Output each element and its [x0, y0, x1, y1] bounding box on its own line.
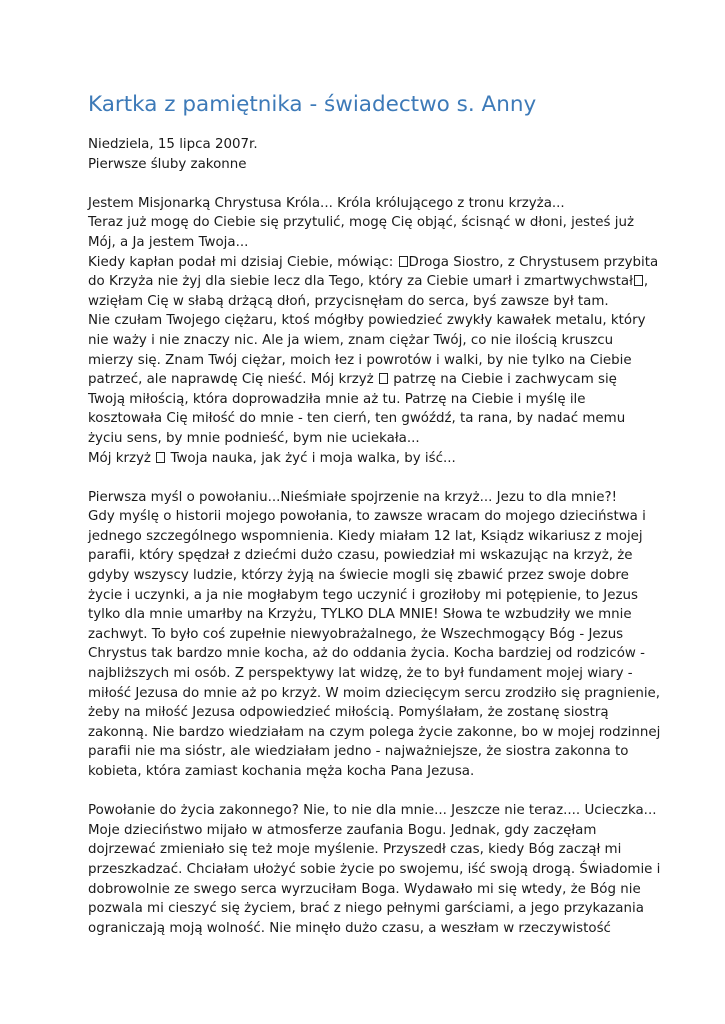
text-line: wzięłam Cię w słabą drżącą dłoń, przycisnęłam do serca, byś zawsze był tam. [88, 293, 609, 309]
text-line: żeby na miłość Jezusa odpowiedzieć miłością. Pomyślałam, że zostanę siostrą [88, 705, 609, 721]
missing-glyph-box [156, 452, 165, 463]
document-meta [88, 135, 648, 174]
text-line: Mój krzyż Twoja nauka, jak żyć i moja walka, by iść... [88, 450, 456, 466]
text-line: nie waży i nie znaczy nic. Ale ja wiem, znam ciężar Twój, co nie ilością kruszcu [88, 332, 614, 348]
text-line: kosztowała Cię miłość do mnie - ten cierń, ten gwóźdź, ta rana, by nadać memu [88, 411, 626, 427]
text-line: Gdy myślę o historii mojego powołania, to zawsze wracam do mojego dzieciństwa i [88, 509, 646, 525]
text-line: przeszkadzać. Chciałam ułożyć sobie życie po swojemu, iść swoją drogą. Świadomie i [88, 861, 661, 877]
text-line: zachwyt. To było coś zupełnie niewyobrażalnego, że Wszechmogący Bóg - Jezus [88, 626, 624, 642]
text-line: gdyby wszyscy ludzie, którzy żyją na świecie mogli się zbawić przez swoje dobre [88, 568, 629, 584]
text-line: kobieta, która zamiast kochania męża kocha Pana Jezusa. [88, 764, 475, 779]
text-line: Powołanie do życia zakonnego? Nie, to nie dla mnie... Jeszcze nie teraz.... Ucieczka... [88, 803, 657, 819]
text-line: jednego szczególnego wspomnienia. Kiedy miałam 12 lat, Ksiądz wikariusz z mojej [88, 528, 643, 544]
text-line: Mój, a Ja jestem Twoja... [88, 234, 249, 250]
text-line: tylko dla mnie umarłby na Krzyżu, TYLKO DLA MNIE! Słowa te wzbudziły we mnie [88, 607, 632, 623]
text-line: życiu sens, by mnie podnieść, bym nie uciekała... [88, 430, 420, 446]
text-line: do Krzyża nie żyj dla siebie lecz dla Tego, który za Ciebie umarł i zmartwychwstał , [88, 274, 649, 290]
text-line: Jestem Misjonarką Chrystusa Króla... Króla królującego z tronu krzyża... [88, 195, 565, 211]
text-line: najbliższych mi osób. Z perspektywy lat widzę, że to był fundament mojej wiary - [88, 666, 633, 682]
text-line: Chrystus tak bardzo mnie kocha, aż do oddania życia. Kocha bardziej od rodziców - [88, 646, 645, 662]
text-line: pozwala mi cieszyć się życiem, brać z niego pełnymi garściami, a jego przykazania [88, 901, 644, 917]
text-line: Nie czułam Twojego ciężaru, ktoś mógłby powiedzieć zwykły kawałek metalu, który [88, 313, 646, 329]
text-line: Twoją miłością, która doprowadziła mnie aż tu. Patrzę na Ciebie i myślę ile [88, 391, 586, 407]
document-title: Kartka z pamiętnika - świadectwo s. Anny [88, 92, 537, 117]
text-line: ograniczają moją wolność. Nie minęło dużo czasu, a weszłam w rzeczywistość [88, 920, 611, 936]
text-line: życie i uczynki, a ja nie mogłabym tego uczynić i groziłoby mi potępienie, to Jezus [88, 587, 638, 603]
missing-glyph-box [634, 275, 643, 286]
paragraph-first-vocation-thought [88, 488, 661, 782]
missing-glyph-box [399, 256, 408, 267]
text-line: Pierwsza myśl o powołaniu...Nieśmiałe spojrzenie na krzyż... Jezu to dla mnie?! [88, 489, 617, 505]
paragraph-profession [88, 194, 659, 468]
date-line: Niedziela, 15 lipca 2007r. [88, 137, 258, 152]
text-line: parafii, który spędzał z dziećmi dużo czasu, powiedział mi wskazując na krzyż, że [88, 548, 633, 564]
missing-glyph-box [379, 373, 388, 384]
text-line: patrzeć, ale naprawdę Cię nieść. Mój krzyż patrzę na Ciebie i zachwycam się [88, 372, 617, 388]
text-line: Kiedy kapłan podał mi dzisiaj Ciebie, mówiąc: Droga Siostro, z Chrystusem przybita [88, 254, 659, 270]
text-line: zakonną. Nie bardzo wiedziałam na czym polega życie zakonne, bo w mojej rodzinnej [88, 724, 661, 740]
text-line: Moje dzieciństwo mijało w atmosferze zaufania Bogu. Jednak, gdy zaczęłam [88, 822, 597, 838]
text-line: dojrzewać zmieniało się też moje myślenie. Przyszedł czas, kiedy Bóg zaczął mi [88, 842, 622, 858]
document-page [88, 90, 661, 958]
paragraph-escape [88, 801, 661, 938]
occasion-line: Pierwsze śluby zakonne [88, 156, 247, 172]
text-line: Teraz już mogę do Ciebie się przytulić, mogę Cię objąć, ścisnąć w dłoni, jesteś już [88, 215, 634, 231]
text-line: miłość Jezusa do mnie aż po krzyż. W moim dziecięcym sercu zrodziło się pragnienie, [88, 685, 661, 701]
text-line: dobrowolnie ze swego serca wyrzuciłam Boga. Wydawało mi się wtedy, że Bóg nie [88, 881, 641, 897]
text-line: parafii nie ma sióstr, ale wiedziałam jedno - najważniejsze, że siostra zakonna to [88, 744, 629, 760]
text-line: mierzy się. Znam Twój ciężar, moich łez i powrotów i walki, by nie tylko na Ciebie [88, 352, 632, 368]
